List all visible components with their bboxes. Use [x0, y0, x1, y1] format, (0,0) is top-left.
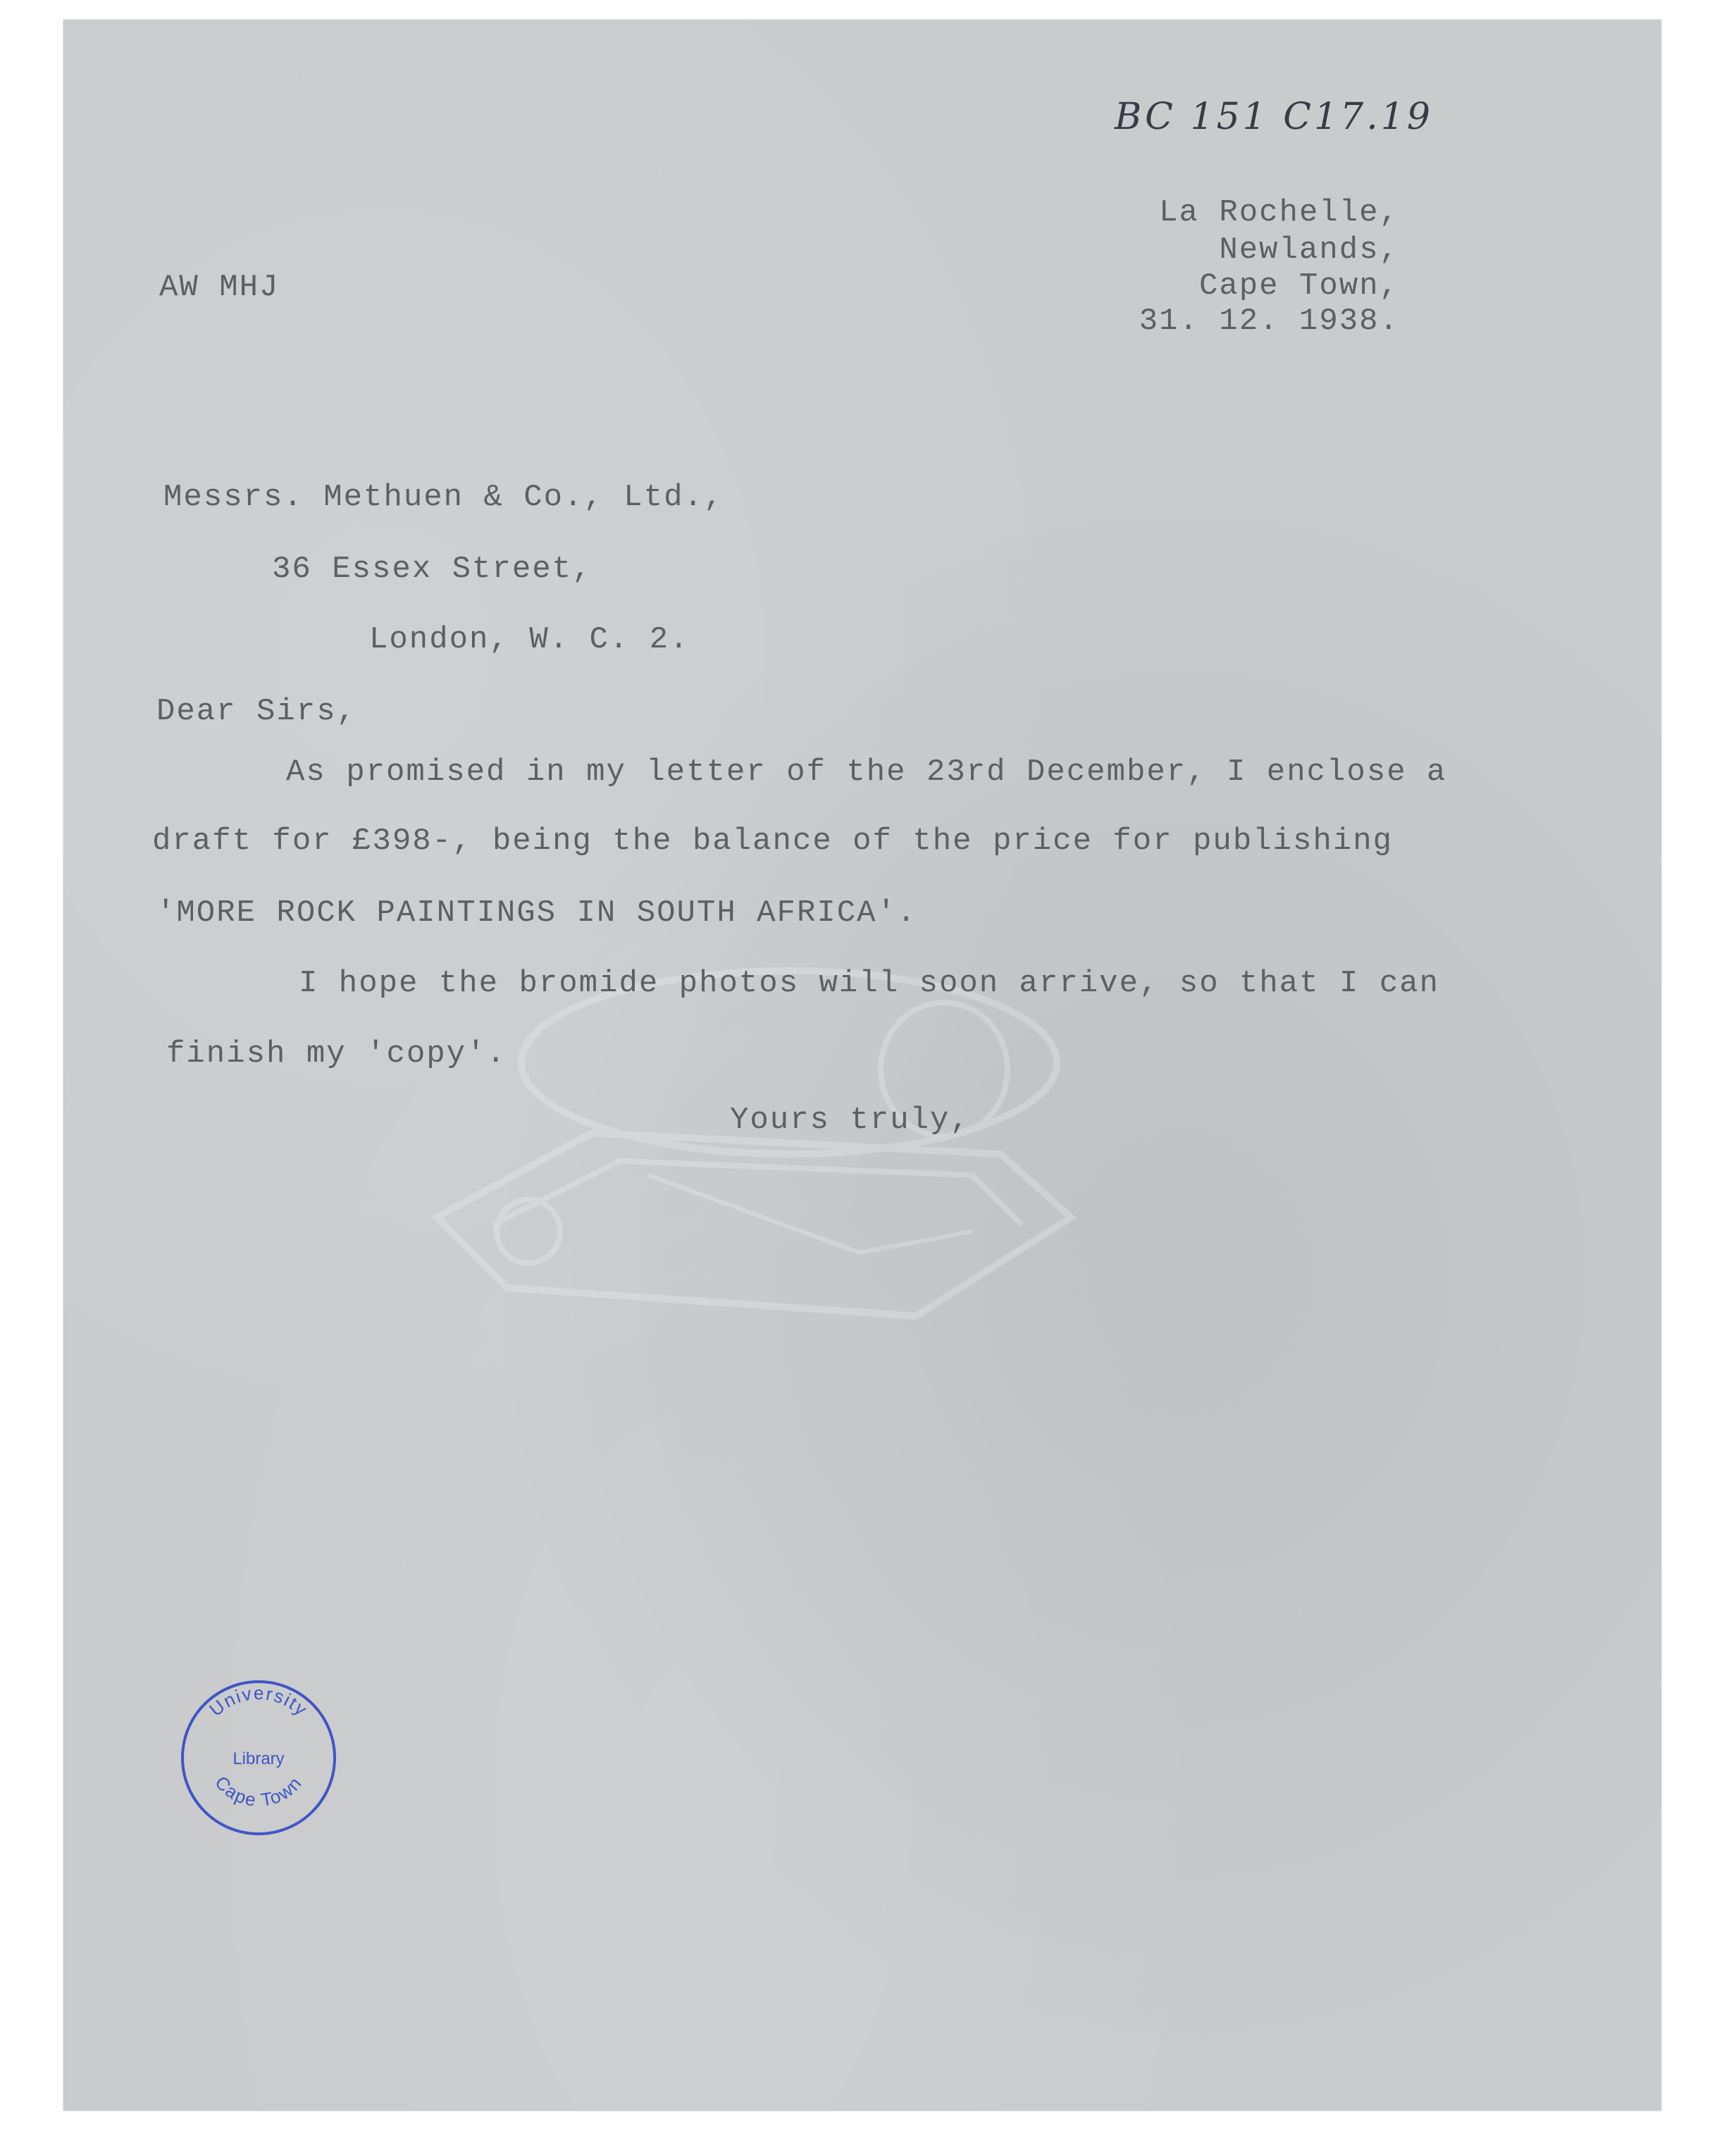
body-line-2: draft for £398-, being the balance of the price for publishing [152, 824, 1394, 859]
recipient-line-2: 36 Essex Street, [272, 552, 593, 587]
body-line-5: finish my 'copy'. [166, 1036, 507, 1072]
university-library-stamp [178, 1677, 340, 1839]
sender-address-line-2: Newlands, [1219, 232, 1399, 268]
sender-address-line-3: Cape Town, [1198, 268, 1399, 304]
sender-address-line-1: La Rochelle, [1159, 195, 1399, 230]
archive-reference: BC 151 C17.19 [1115, 96, 1433, 138]
closing: Yours truly, [730, 1103, 970, 1138]
stamp-bottom-text: Cape Town [211, 1771, 306, 1811]
salutation: Dear Sirs, [156, 694, 357, 729]
recipient-line-1: Messrs. Methuen & Co., Ltd., [163, 480, 724, 515]
letter-date: 31. 12. 1938. [1139, 304, 1399, 339]
body-line-3: 'MORE ROCK PAINTINGS IN SOUTH AFRICA'. [156, 895, 917, 931]
body-line-1: As promised in my letter of the 23rd December, I enclose a [286, 755, 1447, 790]
recipient-line-3: London, W. C. 2. [369, 622, 690, 657]
stamp-middle-text: Library [232, 1749, 285, 1768]
body-line-4: I hope the bromide photos will soon arrive, so that I can [299, 966, 1440, 1001]
stamp-top-text: University [205, 1682, 313, 1720]
reference-initials: AW MHJ [159, 270, 280, 305]
